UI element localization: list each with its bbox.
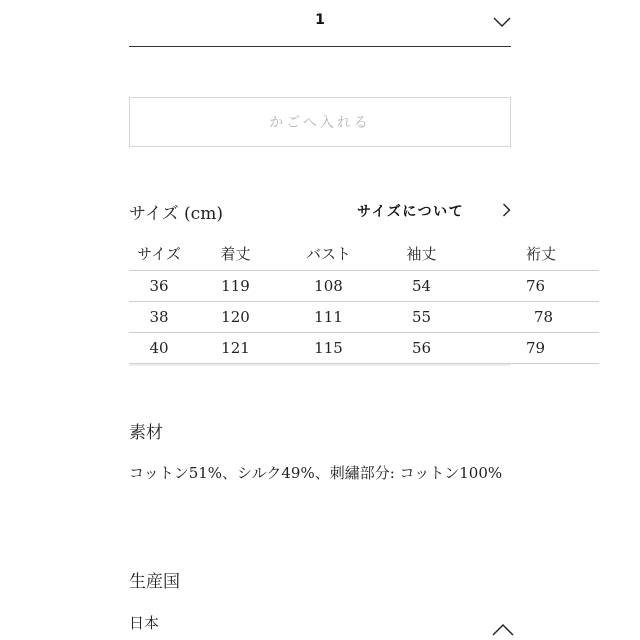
table-cell: 78: [468, 301, 599, 332]
table-cell: 115: [282, 332, 375, 363]
material-section-title: 素材: [129, 423, 163, 443]
size-table: [129, 238, 599, 364]
table-cell: 108: [282, 270, 375, 301]
quantity-select[interactable]: [129, 0, 511, 47]
table-cell: 36: [129, 270, 189, 301]
quantity-value: 1: [315, 12, 325, 28]
table-cell: 56: [375, 332, 468, 363]
size-table-header-row: [129, 238, 599, 270]
size-section-title: サイズ (cm): [129, 204, 223, 224]
size-table-header: サイズ: [129, 238, 189, 270]
table-cell: 121: [189, 332, 282, 363]
table-cell: 40: [129, 332, 189, 363]
size-table-container[interactable]: [129, 238, 557, 368]
size-table-header: バスト: [282, 238, 375, 270]
origin-section-title: 生産国: [129, 572, 180, 592]
material-description: コットン51%、シルク49%、刺繡部分: コットン100%: [129, 464, 503, 482]
table-cell: 79: [468, 332, 599, 363]
origin-value: 日本: [129, 614, 160, 632]
size-table-scrollbar[interactable]: [129, 364, 511, 366]
table-cell: 55: [375, 301, 468, 332]
table-cell: 119: [189, 270, 282, 301]
table-row: [129, 332, 599, 363]
table-cell: 111: [282, 301, 375, 332]
size-guide-link[interactable]: サイズについて: [357, 204, 465, 220]
table-cell: 54: [375, 270, 468, 301]
add-to-cart-button[interactable]: かごへ入れる: [129, 97, 511, 147]
size-table-header: 着丈: [189, 238, 282, 270]
chevron-up-icon[interactable]: [492, 622, 514, 636]
chevron-right-icon[interactable]: [502, 203, 511, 217]
chevron-down-icon: [493, 16, 511, 28]
table-row: [129, 301, 599, 332]
table-cell: 120: [189, 301, 282, 332]
table-cell: 38: [129, 301, 189, 332]
size-table-header: 袖丈: [375, 238, 468, 270]
size-table-header: 裄丈: [468, 238, 599, 270]
table-row: [129, 270, 599, 301]
table-cell: 76: [468, 270, 599, 301]
